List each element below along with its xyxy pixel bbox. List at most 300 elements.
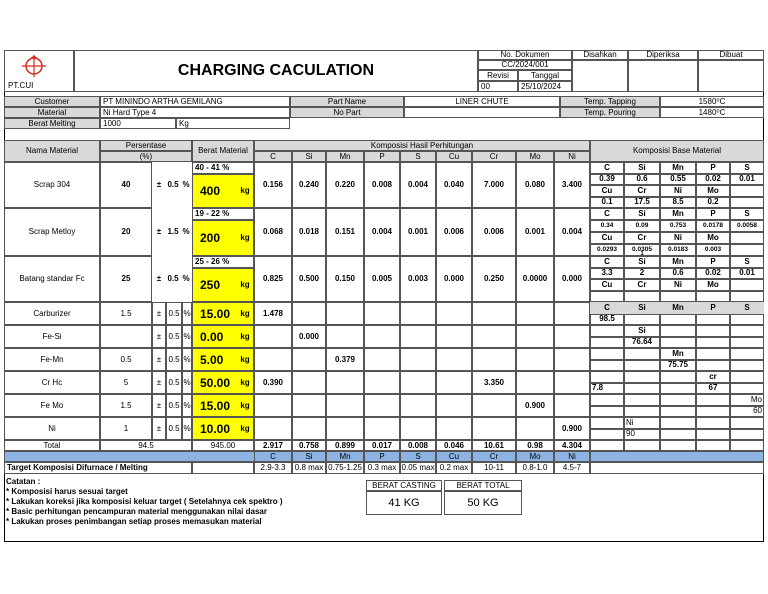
calc-value: 0.900	[516, 394, 554, 417]
pm-sign: ±	[152, 302, 166, 325]
weight-value: 5.00	[200, 352, 224, 367]
base-cell: 2	[624, 268, 660, 280]
base-cell: Si	[624, 256, 660, 268]
note-line: * Lakukan koreksi jika komposisi keluar target ( Setelahnya cek spektro )	[6, 497, 283, 506]
target-value: 0.05 max	[401, 463, 435, 472]
calc-value	[516, 325, 554, 348]
base-cell	[590, 348, 624, 360]
base-cell: 17.5	[624, 197, 660, 209]
base-cell: Mn	[660, 302, 696, 314]
weight-value: 10.00	[200, 421, 231, 436]
material-name: Cr Hc	[4, 371, 100, 394]
range-label: 25 - 26 %	[192, 256, 254, 268]
base-cell: Ni	[660, 185, 696, 197]
calc-value: 0.151	[326, 208, 364, 256]
weight-value: 15.00	[200, 398, 231, 413]
target-blank	[192, 462, 254, 474]
material-pct: 1	[100, 417, 152, 440]
pm-sign: ±	[152, 348, 166, 371]
temp-tapping-label: Temp. Tapping	[560, 96, 660, 107]
pm-sign: ±	[152, 371, 166, 394]
nama-material-header: Nama Material	[4, 140, 100, 162]
base-cell: S	[730, 208, 764, 220]
dibuat-sign	[698, 60, 764, 92]
calc-value	[400, 348, 436, 371]
persentase-header: Persentase	[100, 140, 192, 151]
base-cell	[590, 371, 624, 383]
notes-title: Catatan :	[6, 476, 41, 486]
base-cell	[660, 429, 696, 441]
calc-value	[326, 302, 364, 325]
target-value: 2.9-3.3	[254, 462, 292, 474]
base-cell	[590, 406, 624, 418]
base-cell: 90	[626, 429, 635, 439]
calc-value	[326, 325, 364, 348]
calc-value	[554, 302, 590, 325]
base-cell	[730, 360, 764, 372]
calc-value: 0.003	[400, 256, 436, 302]
element-strip-label: Mn	[326, 451, 364, 462]
base-cell: 0.01	[730, 174, 764, 186]
calc-value: 0.250	[472, 256, 516, 302]
document-title: CHARGING CACULATION	[74, 50, 478, 92]
nopart-label: No Part	[290, 107, 404, 118]
base-cell	[730, 417, 764, 429]
base-cell: Si	[624, 208, 660, 220]
calc-value: 0.900	[554, 417, 590, 440]
tanggal-label: Tanggal	[518, 70, 572, 81]
element-strip-label: Cr	[472, 451, 516, 462]
pm-sign: ±	[152, 325, 166, 348]
revisi-label: Revisi	[478, 70, 518, 81]
base-cell	[696, 360, 730, 372]
tolerance: 0.5	[166, 417, 182, 440]
material-pct: 1.5	[100, 394, 152, 417]
base-cell: Mn	[660, 208, 696, 220]
berat-melting-label: Berat Melting	[4, 118, 100, 129]
calc-value: 0.006	[436, 208, 472, 256]
base-cell: Cr	[624, 185, 660, 197]
target-value: 0.75-1.25	[326, 462, 364, 474]
base-cell	[730, 244, 764, 256]
calc-value	[472, 325, 516, 348]
weight-unit: kg	[240, 308, 250, 318]
total-value: 0.017	[364, 440, 400, 451]
base-cell	[660, 383, 696, 395]
base-cell: Mo	[696, 279, 730, 291]
base-cell	[590, 291, 624, 303]
base-cell: 0.0183	[660, 244, 696, 256]
base-cell	[660, 291, 696, 303]
calc-value: 0.220	[326, 162, 364, 208]
weight-unit: kg	[240, 400, 250, 410]
calc-value	[364, 302, 400, 325]
calc-value: 0.390	[254, 371, 292, 394]
calc-value	[554, 394, 590, 417]
element-header-ni: Ni	[554, 151, 590, 162]
target-label: Target Komposisi Difurnace / Melting	[4, 462, 192, 474]
pm-sign: ±	[156, 227, 162, 236]
base-cell	[624, 291, 660, 303]
base-cell	[730, 348, 764, 360]
base-cell: 0.0178	[696, 220, 730, 232]
base-material-header: Komposisi Base Material	[590, 140, 764, 162]
weight-value: 15.00	[200, 306, 231, 321]
range-label: 40 - 41 %	[192, 162, 254, 174]
target-value: 0.3 max	[364, 462, 400, 474]
temp-pouring-value: 1480⁰C	[660, 107, 764, 118]
base-cell	[730, 371, 764, 383]
base-cell: 0.34	[590, 220, 624, 232]
base-cell: 7.8	[592, 383, 604, 393]
material-pct: 20	[100, 208, 152, 256]
material-pct	[100, 325, 152, 348]
customer-label: Customer	[4, 96, 100, 107]
weight-value: 50.00	[200, 375, 231, 390]
base-cell: 0.55	[660, 174, 696, 186]
base-cell	[590, 360, 624, 372]
base-cell: 0.0293	[590, 244, 624, 256]
material-name: Batang standar Fc	[4, 256, 100, 302]
base-cell	[660, 314, 696, 326]
total-value: 0.899	[326, 440, 364, 451]
customer-value: PT MININDO ARTHA GEMILANG	[100, 96, 290, 107]
material-name: Scrap Metloy	[4, 208, 100, 256]
base-cell	[624, 394, 660, 406]
pct-unit: %	[182, 180, 190, 189]
calc-value	[400, 371, 436, 394]
element-header-s: S	[400, 151, 436, 162]
base-cell	[590, 440, 624, 451]
base-cell	[696, 325, 730, 337]
calc-value	[436, 371, 472, 394]
note-line: * Basic perhitungan pencampuran material menggunakan nilai dasar	[6, 507, 267, 516]
calc-value	[436, 417, 472, 440]
calc-value	[364, 371, 400, 394]
base-extra: 1	[640, 251, 644, 257]
base-cell: 0.39	[590, 174, 624, 186]
calc-value: 0.379	[326, 348, 364, 371]
material-name: Fe-Si	[4, 325, 100, 348]
pct-unit: %	[182, 302, 192, 325]
base-cell: Mo	[696, 185, 730, 197]
base-cell: Si	[624, 162, 660, 174]
berat-casting-value: 41 KG	[366, 491, 442, 515]
total-value: 0.98	[516, 440, 554, 451]
base-cell: C	[590, 208, 624, 220]
calc-value	[472, 394, 516, 417]
calc-value	[364, 348, 400, 371]
base-cell	[730, 314, 764, 326]
weight-unit: kg	[240, 280, 250, 289]
base-cell	[730, 291, 764, 303]
calc-value	[364, 394, 400, 417]
calc-value	[554, 348, 590, 371]
pm-sign: ±	[156, 274, 162, 283]
element-header-si: Si	[292, 151, 326, 162]
calc-value: 0.004	[400, 162, 436, 208]
komposisi-header: Komposisi Hasil Perhitungan	[254, 140, 590, 151]
target-end	[590, 462, 764, 474]
base-cell: 67	[708, 383, 718, 393]
base-cell	[590, 417, 624, 429]
target-value: 10-11	[472, 462, 516, 474]
base-cell: C	[590, 162, 624, 174]
base-cell	[624, 383, 660, 395]
base-cell: cr	[709, 371, 717, 381]
material-name: Scrap 304	[4, 162, 100, 208]
calc-value: 0.080	[516, 162, 554, 208]
calc-value	[292, 302, 326, 325]
base-cell: 60	[753, 406, 762, 416]
tolerance: 0.5	[166, 325, 182, 348]
base-cell	[696, 406, 730, 418]
total-weight: 945.00	[192, 440, 254, 451]
nopart-value	[404, 107, 560, 118]
base-cell: Ni	[626, 417, 634, 427]
berat-total-value: 50 KG	[444, 491, 522, 515]
base-cell	[660, 417, 696, 429]
base-cell	[624, 314, 660, 326]
total-label: Total	[4, 440, 100, 451]
material-pct: 25	[100, 256, 152, 302]
base-cell: 76.64	[631, 337, 653, 347]
calc-value	[436, 325, 472, 348]
base-cell	[730, 429, 764, 441]
base-cell	[730, 325, 764, 337]
note-line: * Komposisi harus sesuai target	[6, 487, 128, 496]
calc-value: 0.000	[292, 325, 326, 348]
berat-casting-label: BERAT CASTING	[366, 480, 442, 491]
base-cell: Cu	[590, 185, 624, 197]
calc-value	[554, 325, 590, 348]
calc-value: 0.240	[292, 162, 326, 208]
pm-sign: ±	[152, 417, 166, 440]
base-cell: Mo	[750, 394, 762, 404]
pct-unit: %	[182, 274, 190, 283]
base-cell	[624, 371, 660, 383]
base-cell	[624, 406, 660, 418]
calc-value	[472, 348, 516, 371]
tolerance: 0.5	[167, 274, 179, 283]
calc-value	[400, 394, 436, 417]
base-cell	[730, 440, 764, 451]
base-cell: Si	[638, 325, 646, 335]
calc-value: 0.006	[472, 208, 516, 256]
weight-value: 250	[200, 278, 221, 292]
target-value: 0.8-1.0	[516, 462, 554, 474]
base-cell	[624, 440, 660, 451]
calc-value	[516, 348, 554, 371]
calc-value: 0.000	[554, 256, 590, 302]
berat-melting-value: 1000	[100, 118, 176, 129]
calc-value: 0.040	[436, 162, 472, 208]
total-value: 10.61	[472, 440, 516, 451]
base-cell	[696, 429, 730, 441]
base-cell: 0.003	[696, 244, 730, 256]
element-strip-label: Ni	[554, 451, 590, 462]
tolerance: 0.5	[167, 180, 179, 189]
pct-unit: %	[182, 417, 192, 440]
base-cell: Cr	[624, 232, 660, 244]
base-cell: P	[696, 302, 730, 314]
calc-value	[472, 417, 516, 440]
base-cell: 98.5	[599, 314, 615, 324]
tolerance: 0.5	[166, 302, 182, 325]
company-name: PT.CUI	[8, 80, 34, 90]
base-cell	[696, 417, 730, 429]
base-cell	[696, 314, 730, 326]
disahkan-sign	[572, 60, 628, 92]
material-name: Carburizer	[4, 302, 100, 325]
base-cell: Si	[624, 302, 660, 314]
pct-unit: %	[182, 325, 192, 348]
total-value: 2.917	[254, 440, 292, 451]
weight-unit: kg	[240, 186, 250, 195]
weight-value: 0.00	[200, 329, 224, 344]
berat-melting-unit: Kg	[176, 118, 290, 129]
element-header-p: P	[364, 151, 400, 162]
base-cell: C	[590, 302, 624, 314]
total-pct: 94.5	[100, 440, 192, 451]
calc-value	[400, 302, 436, 325]
material-pct: 0.5	[100, 348, 152, 371]
calc-value	[326, 417, 364, 440]
base-cell	[696, 440, 730, 451]
pm-sign: ±	[156, 180, 162, 189]
base-cell	[696, 348, 730, 360]
calc-value: 3.400	[554, 162, 590, 208]
calc-value	[516, 417, 554, 440]
calc-value	[292, 417, 326, 440]
tolerance: 0.5	[166, 371, 182, 394]
calc-value	[364, 325, 400, 348]
diperiksa-sign	[628, 60, 698, 92]
element-strip-label: C	[254, 451, 292, 462]
base-cell: S	[730, 162, 764, 174]
partname-value: LINER CHUTE	[404, 96, 560, 107]
base-cell	[590, 394, 624, 406]
calc-value	[364, 417, 400, 440]
base-cell	[730, 197, 764, 209]
calc-value: 0.825	[254, 256, 292, 302]
total-value: 4.304	[554, 440, 590, 451]
base-cell: Cu	[590, 232, 624, 244]
element-header-cu: Cu	[436, 151, 472, 162]
calc-value: 0.004	[364, 208, 400, 256]
calc-value	[254, 325, 292, 348]
base-cell: 0.6	[624, 174, 660, 186]
berat-total-label: BERAT TOTAL	[444, 480, 522, 491]
target-value: 0.2 max	[436, 462, 472, 474]
base-cell: Ni	[660, 279, 696, 291]
base-cell: 0.2	[696, 197, 730, 209]
base-cell	[660, 394, 696, 406]
calc-value	[400, 417, 436, 440]
base-cell: 0.753	[660, 220, 696, 232]
element-strip-end	[590, 451, 764, 462]
target-value: 0.8 max	[292, 462, 326, 474]
calc-value	[254, 394, 292, 417]
doc-label: No. Dokumen	[478, 50, 572, 60]
temp-tapping-value: 1580⁰C	[660, 96, 764, 107]
berat-material-header: Berat Material	[192, 140, 254, 162]
dibuat-label: Dibuat	[698, 50, 764, 60]
calc-value	[292, 394, 326, 417]
base-cell	[730, 337, 764, 349]
pm-sign: ±	[152, 394, 166, 417]
calc-value	[516, 371, 554, 394]
base-cell: 0.02	[696, 268, 730, 280]
calc-value	[516, 302, 554, 325]
calc-value: 0.150	[326, 256, 364, 302]
base-cell: P	[696, 162, 730, 174]
material-pct: 1.5	[100, 302, 152, 325]
base-cell	[660, 325, 696, 337]
diperiksa-label: Diperiksa	[628, 50, 698, 60]
calc-value: 0.004	[554, 208, 590, 256]
disahkan-label: Disahkan	[572, 50, 628, 60]
material-name: Ni	[4, 417, 100, 440]
persentase-unit: (%)	[100, 151, 192, 162]
base-cell	[590, 325, 624, 337]
calc-value	[400, 325, 436, 348]
base-cell	[590, 337, 624, 349]
base-cell	[730, 279, 764, 291]
base-cell	[660, 406, 696, 418]
calc-value: 0.000	[436, 256, 472, 302]
pct-unit: %	[182, 348, 192, 371]
calc-value	[326, 371, 364, 394]
target-value: 4.5-7	[554, 462, 590, 474]
weight-unit: kg	[240, 331, 250, 341]
element-strip-label: Mo	[516, 451, 554, 462]
base-cell	[696, 394, 730, 406]
base-cell: Cr	[624, 279, 660, 291]
calc-value	[254, 417, 292, 440]
material-name: Fe-Mn	[4, 348, 100, 371]
weight-unit: kg	[240, 354, 250, 364]
base-cell	[660, 371, 696, 383]
base-cell: 0.6	[660, 268, 696, 280]
base-cell: S	[730, 302, 764, 314]
element-strip-label: P	[364, 451, 400, 462]
tanggal-value: 25/10/2024	[518, 81, 572, 92]
element-strip-label: Cu	[436, 451, 472, 462]
base-cell: 0.1	[590, 197, 624, 209]
weight-unit: kg	[240, 377, 250, 387]
calc-value	[436, 394, 472, 417]
tolerance: 1.5	[167, 227, 179, 236]
material-name: Fe Mo	[4, 394, 100, 417]
base-cell: Ni	[660, 232, 696, 244]
weight-value: 200	[200, 231, 221, 245]
weight-unit: kg	[240, 423, 250, 433]
element-header-mo: Mo	[516, 151, 554, 162]
calc-value: 0.008	[364, 162, 400, 208]
total-value: 0.008	[400, 440, 436, 451]
base-cell: 0.0058	[730, 220, 764, 232]
base-cell: Mo	[696, 232, 730, 244]
base-cell: S	[730, 256, 764, 268]
calc-value: 0.0000	[516, 256, 554, 302]
element-strip-label: Si	[292, 451, 326, 462]
base-cell: 3.3	[590, 268, 624, 280]
base-cell	[590, 429, 624, 441]
partname-label: Part Name	[290, 96, 404, 107]
calc-value	[326, 394, 364, 417]
revisi-value: 00	[478, 81, 518, 92]
